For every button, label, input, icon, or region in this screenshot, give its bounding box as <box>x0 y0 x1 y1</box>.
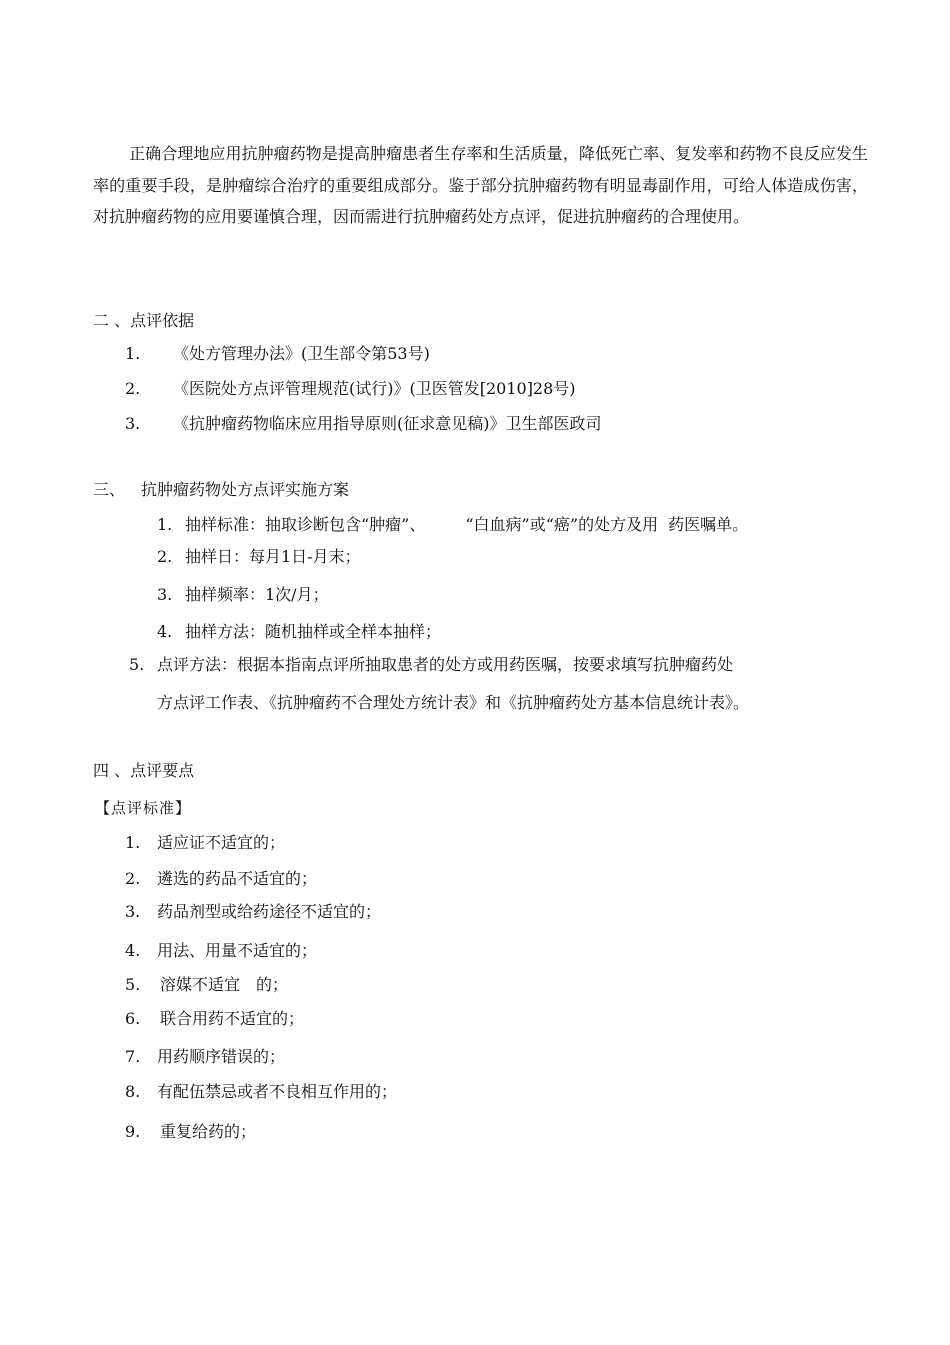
list-text: 《医院处方点评管理规范(试行)》(卫医管发[2010]28号) <box>173 379 576 398</box>
list-number: 7. <box>125 1047 141 1066</box>
list-number: 1. <box>125 833 141 852</box>
list-number: 1. <box>157 515 173 534</box>
list-number: 8. <box>125 1082 141 1101</box>
list-text: 联合用药不适宜的； <box>160 1009 305 1028</box>
plan-item-5-continued: 方点评工作表、《抗肿瘤药不合理处方统计表》和《抗肿瘤药处方基本信息统计表》。 <box>157 693 750 712</box>
list-number: 4. <box>157 622 173 641</box>
list-number: 5. <box>129 655 145 674</box>
list-number: 2. <box>157 547 173 566</box>
standard-item-3 <box>125 901 381 923</box>
standard-item-6 <box>125 1008 304 1030</box>
section-heading-basis: 二 、点评依据 <box>93 311 195 330</box>
list-text: 抽样方法：随机抽样或全样本抽样； <box>185 622 442 641</box>
basis-item-2 <box>125 378 576 400</box>
intro-text: 正确合理地应用抗肿瘤药物是提高肿瘤患者生存率和生活质量，降低死亡率、复发率和药物不良反应发生率的重要手段，是肿瘤综合治疗的重要组成部分。鉴于部分抗肿瘤药物有明显毒副作用，可给人体造成伤害，对抗肿瘤药物的应用要谨慎合理，因而需进行抗肿瘤药处方点评，促进抗肿瘤药的合理使用。 <box>93 144 868 226</box>
list-text: 《抗肿瘤药物临床应用指导原则(征求意见稿)》卫生部医政司 <box>173 414 602 433</box>
list-text: 抽样日：每月1日-月末； <box>185 547 361 566</box>
standard-item-9 <box>125 1121 256 1143</box>
plan-item-5 <box>129 654 733 676</box>
list-number: 2. <box>125 869 141 888</box>
list-text: 用法、用量不适宜的； <box>157 941 318 960</box>
standard-item-7 <box>125 1046 285 1068</box>
plan-item-3 <box>157 584 329 606</box>
standard-label: 【点评标准】 <box>95 799 192 817</box>
list-text: 适应证不适宜的； <box>157 833 286 852</box>
list-number: 4. <box>125 941 141 960</box>
intro-paragraph <box>93 138 868 233</box>
section-heading-key-points: 四 、点评要点 <box>93 761 195 780</box>
list-number: 3. <box>125 902 141 921</box>
list-text: 《处方管理办法》(卫生部令第53号) <box>173 344 430 363</box>
list-text: 有配伍禁忌或者不良相互作用的； <box>157 1082 398 1101</box>
list-text: 重复给药的； <box>160 1122 257 1141</box>
list-text: 抽样标准：抽取诊断包含“肿瘤”、 <box>185 515 426 534</box>
list-number: 3. <box>125 414 141 433</box>
section-title: 抗肿瘤药物处方点评实施方案 <box>141 480 350 499</box>
list-text: 溶媒不适宜 的； <box>160 975 289 994</box>
list-number: 5. <box>125 975 141 994</box>
list-text: “白血病”或“癌”的处方及用 <box>465 515 659 534</box>
standard-item-2 <box>125 868 317 890</box>
plan-item-4 <box>157 621 441 643</box>
basis-item-1 <box>125 343 430 365</box>
list-number: 2. <box>125 379 141 398</box>
list-number: 3. <box>157 585 173 604</box>
list-text: 药品剂型或给药途径不适宜的； <box>157 902 382 921</box>
list-number: 6. <box>125 1009 141 1028</box>
list-text: 药医嘱单。 <box>668 515 749 534</box>
list-number: 1. <box>125 344 141 363</box>
list-number: 9. <box>125 1122 141 1141</box>
list-text: 用药顺序错误的； <box>157 1047 286 1066</box>
section-number: 三、 <box>93 480 126 499</box>
standard-item-1 <box>125 832 285 854</box>
standard-item-5 <box>125 974 288 996</box>
section-heading-plan <box>93 479 349 501</box>
list-text: 遴选的药品不适宜的； <box>157 869 318 888</box>
standard-item-8 <box>125 1081 397 1103</box>
standard-item-4 <box>125 940 317 962</box>
plan-item-2 <box>157 546 361 568</box>
basis-item-3 <box>125 413 602 435</box>
plan-item-1 <box>157 514 748 536</box>
list-text: 点评方法：根据本指南点评所抽取患者的处方或用药医嘱，按要求填写抗肿瘤药处 <box>157 655 734 674</box>
list-text: 抽样频率：1次/月； <box>185 585 329 604</box>
